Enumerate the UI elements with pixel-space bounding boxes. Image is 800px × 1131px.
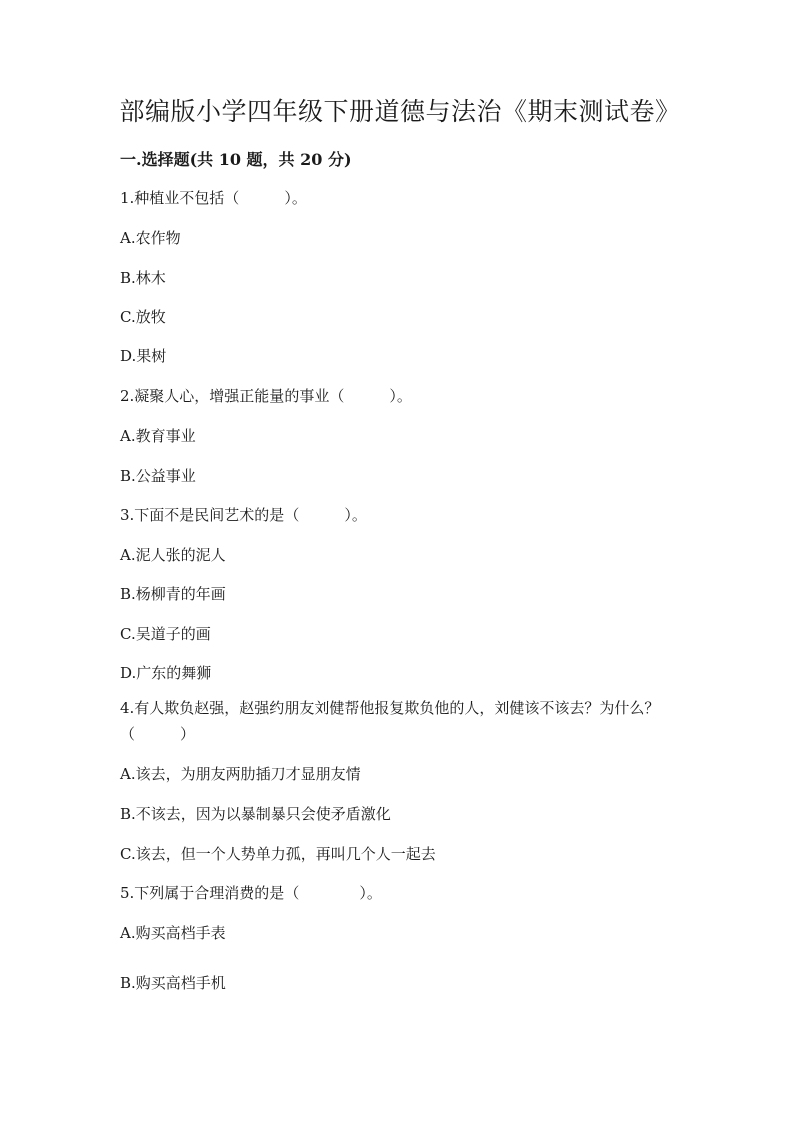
- question-3-option-c: C.吴道子的画: [120, 625, 211, 643]
- question-4-option-c: C.该去，但一个人势单力孤，再叫几个人一起去: [120, 845, 436, 863]
- question-2-option-b: B.公益事业: [120, 467, 196, 485]
- question-4-option-a: A.该去，为朋友两肋插刀才显朋友情: [120, 765, 361, 783]
- question-3-stem: 3.下面不是民间艺术的是（ ）。: [120, 506, 367, 524]
- question-3-option-a: A.泥人张的泥人: [120, 546, 226, 564]
- section-heading: 一.选择题(共 10 题，共 20 分): [120, 150, 352, 169]
- question-5-stem: 5.下列属于合理消费的是（ ）。: [120, 884, 382, 902]
- question-1-stem: 1.种植业不包括（ ）。: [120, 189, 307, 207]
- question-1-option-d: D.果树: [120, 347, 167, 365]
- question-1-option-c: C.放牧: [120, 308, 166, 326]
- question-5-option-b: B.购买高档手机: [120, 974, 226, 992]
- question-4-option-b: B.不该去，因为以暴制暴只会使矛盾激化: [120, 805, 391, 823]
- question-1-option-b: B.林木: [120, 269, 166, 287]
- question-4-stem: 4.有人欺负赵强，赵强约朋友刘健帮他报复欺负他的人，刘健该不该去？为什么？（ ）: [120, 699, 660, 743]
- question-2-stem: 2.凝聚人心，增强正能量的事业（ ）。: [120, 387, 412, 405]
- question-3-option-d: D.广东的舞狮: [120, 664, 212, 682]
- question-5-option-a: A.购买高档手表: [120, 924, 226, 942]
- question-1-option-a: A.农作物: [120, 229, 181, 247]
- page-title: 部编版小学四年级下册道德与法治《期末测试卷》: [119, 97, 681, 126]
- question-2-option-a: A.教育事业: [120, 427, 196, 445]
- question-3-option-b: B.杨柳青的年画: [120, 585, 226, 603]
